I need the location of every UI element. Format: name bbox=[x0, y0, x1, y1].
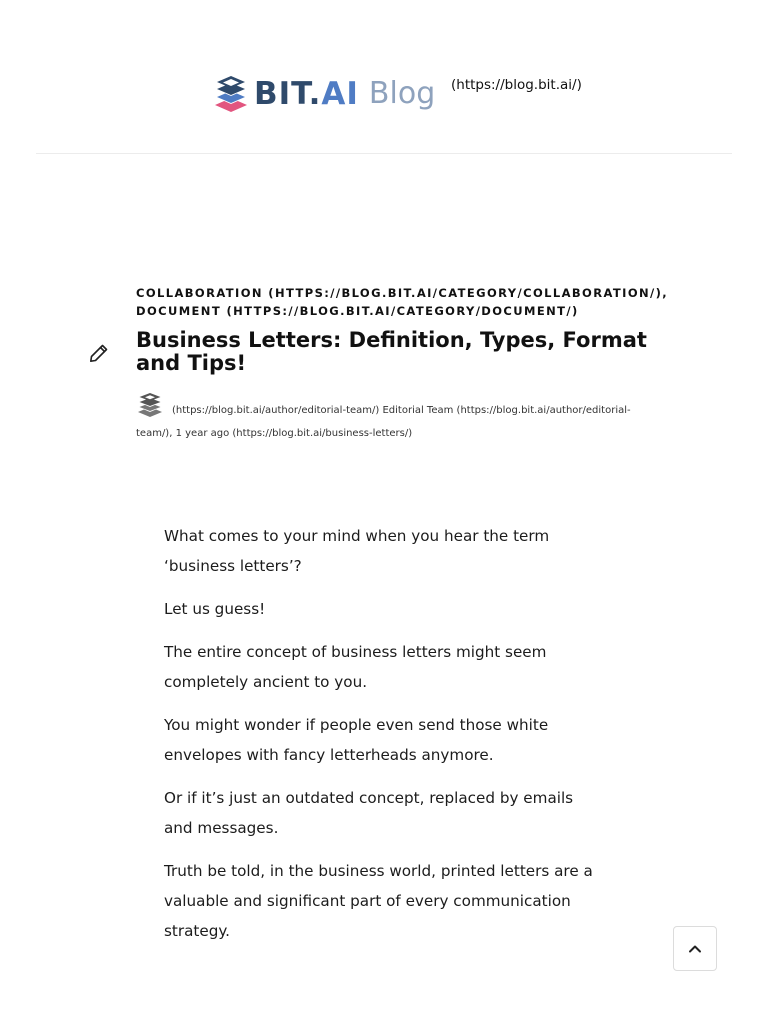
author-name: Editorial Team bbox=[382, 405, 454, 416]
logo-url-link[interactable]: (https://blog.bit.ai/) bbox=[451, 77, 582, 93]
chevron-up-icon bbox=[687, 941, 703, 957]
category-separator: , bbox=[662, 286, 669, 300]
body-paragraph: Truth be told, in the business world, printed letters are a valuable and significant part of every communication strategy. bbox=[164, 862, 593, 940]
article-title: Business Letters: Definition, Types, Format and Tips! bbox=[136, 328, 647, 375]
post-date-url: (https://blog.bit.ai/business-letters/) bbox=[232, 428, 413, 439]
category-link-document[interactable]: DOCUMENT (HTTPS://BLOG.BIT.AI/CATEGORY/DOCUMENT/) bbox=[136, 304, 579, 318]
category-list bbox=[136, 284, 696, 320]
author-name-url: (https://blog.bit.ai/author/editorial-team/), bbox=[136, 405, 631, 439]
logo-blog-text: Blog bbox=[368, 76, 436, 111]
body-paragraph: What comes to your mind when you hear the term ‘business letters’? bbox=[164, 527, 550, 575]
body-paragraph: Or if it’s just an outdated concept, replaced by emails and messages. bbox=[164, 789, 574, 837]
logo-ai-text: AI bbox=[321, 76, 359, 112]
pencil-icon[interactable] bbox=[87, 341, 111, 365]
category-link-collaboration[interactable]: COLLABORATION (HTTPS://BLOG.BIT.AI/CATEGORY/COLLABORATION/) bbox=[136, 286, 663, 300]
site-logo-link[interactable] bbox=[212, 74, 435, 114]
site-header bbox=[0, 0, 768, 154]
body-paragraph: Let us guess! bbox=[164, 600, 266, 618]
article-body bbox=[164, 521, 604, 959]
post-date: 1 year ago bbox=[175, 428, 230, 439]
body-paragraph: The entire concept of business letters might seem completely ancient to you. bbox=[164, 643, 547, 691]
layers-avatar-icon bbox=[136, 392, 164, 420]
article-meta bbox=[136, 392, 656, 445]
author-avatar-link[interactable]: (https://blog.bit.ai/author/editorial-team/) bbox=[172, 405, 380, 416]
bit-ai-logo-icon bbox=[212, 74, 250, 114]
header-divider bbox=[36, 153, 732, 154]
logo-bit-text: BIT. bbox=[254, 76, 322, 112]
post-date-link[interactable] bbox=[176, 428, 413, 439]
body-paragraph: You might wonder if people even send those white envelopes with fancy letterheads anymore. bbox=[164, 716, 549, 764]
back-to-top-button[interactable] bbox=[673, 926, 717, 971]
